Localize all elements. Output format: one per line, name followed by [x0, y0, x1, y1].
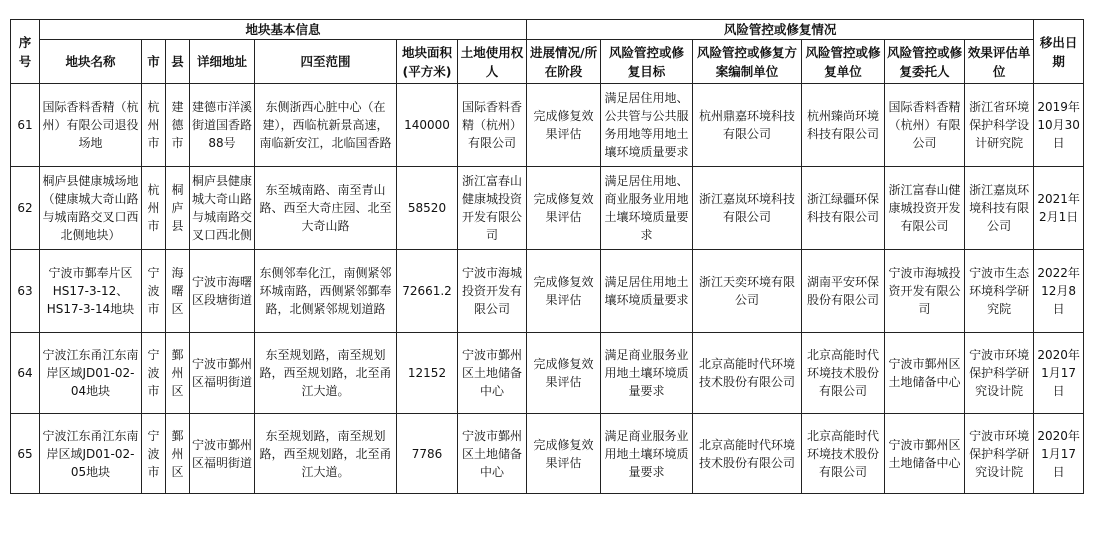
- cell-repair-unit: 湖南平安环保股份有限公司: [802, 250, 885, 333]
- cell-address: 建德市洋溪街道国香路88号: [190, 84, 255, 167]
- cell-county: 建德市: [166, 84, 190, 167]
- cell-seq: 64: [11, 333, 40, 414]
- cell-boundary: 东侧邻奉化江，南侧紧邻环城南路，西侧紧邻鄞奉路，北侧紧邻规划道路: [255, 250, 397, 333]
- header-risk-control: 风险管控或修复情况: [527, 20, 1034, 40]
- cell-plan-unit: 浙江嘉岚环境科技有限公司: [693, 167, 802, 250]
- cell-plan-unit: 杭州鼎嘉环境科技有限公司: [693, 84, 802, 167]
- cell-plan-unit: 北京高能时代环境技术股份有限公司: [693, 333, 802, 414]
- cell-land-user: 宁波市鄞州区土地储备中心: [458, 333, 527, 414]
- cell-address: 宁波市海曙区段塘街道: [190, 250, 255, 333]
- header-area: 地块面积(平方米): [397, 40, 458, 84]
- header-plan-unit: 风险管控或修复方案编制单位: [693, 40, 802, 84]
- cell-area: 140000: [397, 84, 458, 167]
- cell-seq: 62: [11, 167, 40, 250]
- cell-target: 满足商业服务业用地土壤环境质量要求: [601, 333, 693, 414]
- cell-city: 宁波市: [142, 414, 166, 494]
- cell-land-user: 国际香料香精（杭州）有限公司: [458, 84, 527, 167]
- cell-name: 宁波江东甬江东南岸区域JD01-02-05地块: [40, 414, 142, 494]
- cell-name: 国际香料香精（杭州）有限公司退役场地: [40, 84, 142, 167]
- header-eval-unit: 效果评估单位: [965, 40, 1034, 84]
- cell-client: 宁波市鄞州区土地储备中心: [885, 333, 965, 414]
- cell-boundary: 东侧浙西心脏中心（在建），西临杭新景高速，南临新安江，北临国香路: [255, 84, 397, 167]
- cell-land-user: 宁波市海城投资开发有限公司: [458, 250, 527, 333]
- header-target: 风险管控或修复目标: [601, 40, 693, 84]
- cell-eval-unit: 浙江嘉岚环境科技有限公司: [965, 167, 1034, 250]
- header-repair-unit: 风险管控或修复单位: [802, 40, 885, 84]
- land-parcel-table: [10, 19, 1084, 494]
- cell-remove-date: 2022年12月8日: [1034, 250, 1084, 333]
- cell-remove-date: 2020年1月17日: [1034, 333, 1084, 414]
- table-row: [11, 250, 1084, 333]
- cell-seq: 63: [11, 250, 40, 333]
- cell-county: 海曙区: [166, 250, 190, 333]
- cell-remove-date: 2020年1月17日: [1034, 414, 1084, 494]
- cell-target: 满足居住用地、商业服务业用地土壤环境质量要求: [601, 167, 693, 250]
- cell-boundary: 东至规划路，南至规划路，西至规划路，北至甬江大道。: [255, 333, 397, 414]
- cell-boundary: 东至规划路，南至规划路，西至规划路，北至甬江大道。: [255, 414, 397, 494]
- table-row: [11, 167, 1084, 250]
- cell-client: 国际香料香精（杭州）有限公司: [885, 84, 965, 167]
- cell-city: 宁波市: [142, 250, 166, 333]
- cell-city: 杭州市: [142, 167, 166, 250]
- cell-eval-unit: 浙江省环境保护科学设计研究院: [965, 84, 1034, 167]
- cell-stage: 完成修复效果评估: [527, 167, 601, 250]
- header-land-user: 土地使用权人: [458, 40, 527, 84]
- cell-stage: 完成修复效果评估: [527, 84, 601, 167]
- cell-area: 7786: [397, 414, 458, 494]
- column-header-row: [11, 40, 1084, 84]
- cell-repair-unit: 杭州臻尚环境科技有限公司: [802, 84, 885, 167]
- cell-address: 宁波市鄞州区福明街道: [190, 333, 255, 414]
- group-header-row: [11, 20, 1084, 40]
- cell-land-user: 浙江富春山健康城投资开发有限公司: [458, 167, 527, 250]
- table-row: [11, 84, 1084, 167]
- cell-area: 58520: [397, 167, 458, 250]
- cell-seq: 61: [11, 84, 40, 167]
- cell-county: 鄞州区: [166, 414, 190, 494]
- cell-remove-date: 2021年2月1日: [1034, 167, 1084, 250]
- cell-boundary: 东至城南路、南至青山路、西至大奇庄园、北至大奇山路: [255, 167, 397, 250]
- cell-address: 宁波市鄞州区福明街道: [190, 414, 255, 494]
- header-seq: 序号: [11, 20, 40, 84]
- header-name: 地块名称: [40, 40, 142, 84]
- cell-client: 浙江富春山健康城投资开发有限公司: [885, 167, 965, 250]
- cell-eval-unit: 宁波市生态环境科学研究院: [965, 250, 1034, 333]
- cell-address: 桐庐县健康城大奇山路与城南路交叉口西北侧: [190, 167, 255, 250]
- cell-city: 宁波市: [142, 333, 166, 414]
- cell-area: 72661.2: [397, 250, 458, 333]
- header-remove-date: 移出日期: [1034, 20, 1084, 84]
- table-row: [11, 333, 1084, 414]
- header-basic-info: 地块基本信息: [40, 20, 527, 40]
- header-county: 县: [166, 40, 190, 84]
- cell-repair-unit: 浙江绿疆环保科技有限公司: [802, 167, 885, 250]
- cell-name: 桐庐县健康城场地（健康城大奇山路与城南路交叉口西北侧地块）: [40, 167, 142, 250]
- cell-city: 杭州市: [142, 84, 166, 167]
- cell-target: 满足商业服务业用地土壤环境质量要求: [601, 414, 693, 494]
- cell-eval-unit: 宁波市环境保护科学研究设计院: [965, 414, 1034, 494]
- cell-eval-unit: 宁波市环境保护科学研究设计院: [965, 333, 1034, 414]
- header-boundary: 四至范围: [255, 40, 397, 84]
- cell-stage: 完成修复效果评估: [527, 333, 601, 414]
- cell-repair-unit: 北京高能时代环境技术股份有限公司: [802, 333, 885, 414]
- cell-plan-unit: 北京高能时代环境技术股份有限公司: [693, 414, 802, 494]
- header-client: 风险管控或修复委托人: [885, 40, 965, 84]
- cell-client: 宁波市鄞州区土地储备中心: [885, 414, 965, 494]
- header-city: 市: [142, 40, 166, 84]
- cell-repair-unit: 北京高能时代环境技术股份有限公司: [802, 414, 885, 494]
- header-stage: 进展情况/所在阶段: [527, 40, 601, 84]
- cell-stage: 完成修复效果评估: [527, 250, 601, 333]
- cell-plan-unit: 浙江天奕环境有限公司: [693, 250, 802, 333]
- cell-name: 宁波江东甬江东南岸区域JD01-02-04地块: [40, 333, 142, 414]
- cell-county: 桐庐县: [166, 167, 190, 250]
- cell-land-user: 宁波市鄞州区土地储备中心: [458, 414, 527, 494]
- header-address: 详细地址: [190, 40, 255, 84]
- table-row: [11, 414, 1084, 494]
- cell-seq: 65: [11, 414, 40, 494]
- cell-name: 宁波市鄞奉片区HS17-3-12、HS17-3-14地块: [40, 250, 142, 333]
- cell-county: 鄞州区: [166, 333, 190, 414]
- cell-target: 满足居住用地土壤环境质量要求: [601, 250, 693, 333]
- cell-remove-date: 2019年10月30日: [1034, 84, 1084, 167]
- cell-area: 12152: [397, 333, 458, 414]
- cell-stage: 完成修复效果评估: [527, 414, 601, 494]
- cell-target: 满足居住用地、公共管与公共服务用地等用地土壤环境质量要求: [601, 84, 693, 167]
- cell-client: 宁波市海城投资开发有限公司: [885, 250, 965, 333]
